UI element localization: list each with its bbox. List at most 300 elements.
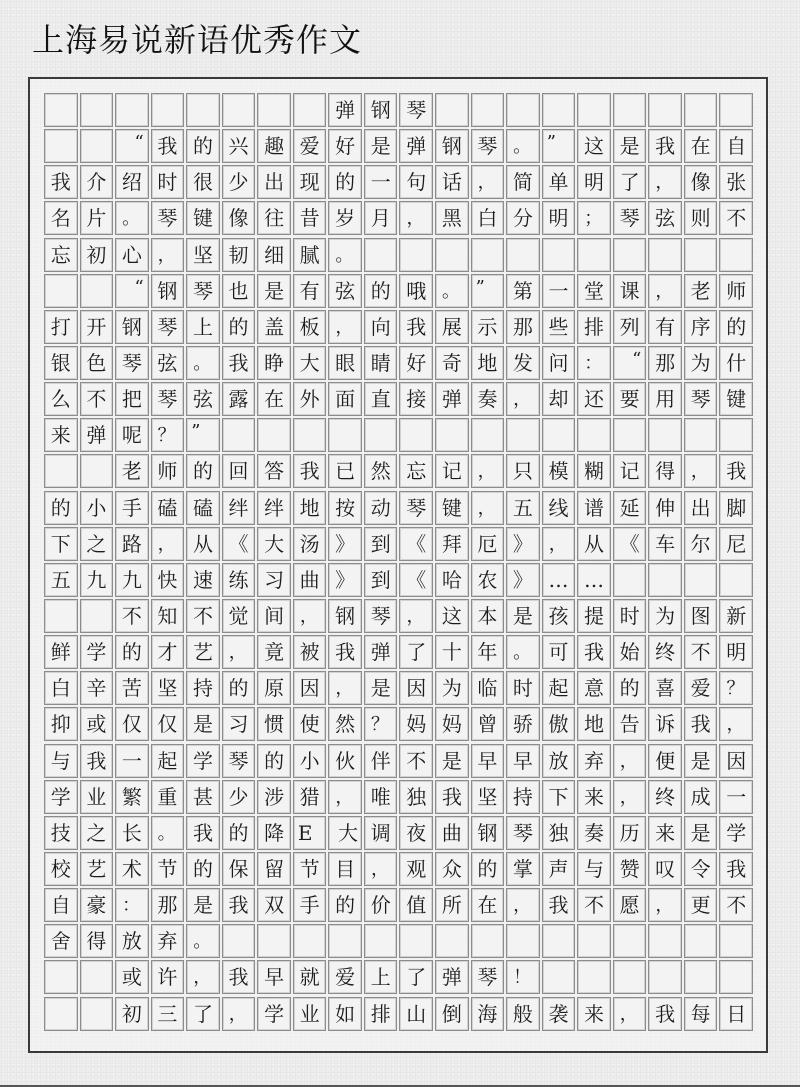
grid-cell: 初 (80, 238, 114, 272)
grid-cell: 九 (80, 563, 114, 597)
grid-cell: 原 (257, 671, 291, 705)
grid-cell: 留 (257, 852, 291, 886)
grid-cell: 与 (577, 852, 611, 886)
grid-cell: 小 (80, 491, 114, 525)
grid-cell: ， (186, 960, 220, 994)
essay-grid (44, 93, 753, 1033)
essay-row (44, 780, 753, 814)
grid-cell: 序 (684, 310, 718, 344)
grid-cell: 上 (364, 960, 398, 994)
grid-cell: 向 (364, 310, 398, 344)
grid-cell: 是 (364, 671, 398, 705)
grid-cell: 值 (399, 888, 433, 922)
grid-cell: 赞 (613, 852, 647, 886)
grid-cell: 车 (648, 527, 682, 561)
grid-cell: 路 (115, 527, 149, 561)
grid-cell: 我 (186, 816, 220, 850)
grid-cell: 话 (435, 165, 469, 199)
grid-cell: 我 (44, 165, 78, 199)
grid-cell-empty (293, 924, 327, 958)
grid-cell-empty (80, 997, 114, 1031)
grid-cell: 那 (506, 310, 540, 344)
grid-cell: 五 (44, 563, 78, 597)
grid-cell: 兴 (222, 129, 256, 163)
grid-cell: 是 (186, 888, 220, 922)
grid-cell: 成 (684, 780, 718, 814)
grid-cell: 初 (115, 997, 149, 1031)
grid-cell: 《 (222, 527, 256, 561)
grid-cell: 弹 (80, 418, 114, 452)
grid-cell: 地 (577, 707, 611, 741)
grid-cell: 是 (684, 744, 718, 778)
grid-cell: ， (328, 671, 362, 705)
grid-cell: 因 (719, 744, 753, 778)
grid-cell-empty (80, 129, 114, 163)
grid-cell: 众 (435, 852, 469, 886)
grid-cell: 农 (471, 563, 505, 597)
grid-cell: 好 (399, 346, 433, 380)
grid-cell: 惯 (257, 707, 291, 741)
grid-cell: 少 (222, 165, 256, 199)
grid-cell: 日 (719, 997, 753, 1031)
grid-cell: 。 (186, 346, 220, 380)
grid-cell: 像 (684, 165, 718, 199)
grid-cell: 告 (613, 707, 647, 741)
grid-cell: 我 (222, 888, 256, 922)
grid-cell-empty (648, 93, 682, 127)
grid-cell-empty (719, 563, 753, 597)
grid-cell: ， (613, 780, 647, 814)
grid-cell-empty (80, 93, 114, 127)
grid-cell-empty (506, 924, 540, 958)
grid-cell: 从 (577, 527, 611, 561)
grid-cell: 的 (222, 310, 256, 344)
grid-cell-empty (257, 93, 291, 127)
grid-cell: 曾 (471, 707, 505, 741)
grid-cell: 我 (648, 997, 682, 1031)
grid-cell-empty (542, 93, 576, 127)
grid-cell-empty (222, 93, 256, 127)
grid-cell: 已 (328, 454, 362, 488)
grid-cell: 五 (506, 491, 540, 525)
essay-row (44, 960, 753, 994)
grid-cell: ？ (364, 707, 398, 741)
grid-cell: 我 (542, 888, 576, 922)
grid-cell: 为 (435, 671, 469, 705)
grid-cell-empty (364, 418, 398, 452)
grid-cell: 尔 (684, 527, 718, 561)
grid-cell: 伙 (328, 744, 362, 778)
grid-cell: 年 (471, 635, 505, 669)
grid-cell: 弦 (151, 346, 185, 380)
grid-cell: ， (648, 888, 682, 922)
grid-cell: 老 (115, 454, 149, 488)
grid-cell: 开 (80, 310, 114, 344)
grid-cell: 琴 (364, 599, 398, 633)
grid-cell: 我 (648, 129, 682, 163)
grid-cell: 琴 (151, 201, 185, 235)
grid-cell: 。 (186, 924, 220, 958)
grid-cell: 钢 (115, 310, 149, 344)
essay-title-row (44, 93, 753, 127)
grid-cell: 夜 (399, 816, 433, 850)
grid-cell: 出 (257, 165, 291, 199)
grid-cell: 》 (506, 563, 540, 597)
essay-row (44, 454, 753, 488)
grid-cell: 业 (293, 997, 327, 1031)
grid-cell: 《 (613, 527, 647, 561)
grid-cell: 提 (577, 599, 611, 633)
grid-cell: 呢 (115, 418, 149, 452)
grid-cell: 不 (577, 888, 611, 922)
grid-cell-empty (435, 238, 469, 272)
grid-cell: ， (293, 599, 327, 633)
grid-cell: 放 (542, 744, 576, 778)
grid-cell: 少 (222, 780, 256, 814)
grid-cell: 这 (435, 599, 469, 633)
grid-cell-empty (44, 129, 78, 163)
grid-cell: 时 (151, 165, 185, 199)
grid-cell: 我 (684, 707, 718, 741)
grid-cell-empty (684, 960, 718, 994)
grid-cell: 忘 (44, 238, 78, 272)
grid-cell: 艺 (186, 635, 220, 669)
grid-cell: 然 (364, 454, 398, 488)
grid-cell: 岁 (328, 201, 362, 235)
grid-cell: 终 (648, 780, 682, 814)
grid-cell: 妈 (435, 707, 469, 741)
grid-cell: 有 (648, 310, 682, 344)
grid-cell: 露 (222, 382, 256, 416)
grid-cell: 每 (684, 997, 718, 1031)
grid-cell: 大 (328, 816, 362, 850)
grid-cell: 。 (506, 635, 540, 669)
grid-cell: 竟 (257, 635, 291, 669)
grid-cell: 我 (577, 635, 611, 669)
essay-row (44, 744, 753, 778)
grid-cell: 倒 (435, 997, 469, 1031)
grid-cell: 琴 (471, 960, 505, 994)
grid-cell: 糊 (577, 454, 611, 488)
grid-cell: 弹 (435, 960, 469, 994)
grid-cell: 师 (719, 274, 753, 308)
grid-cell: 张 (719, 165, 753, 199)
grid-cell: 是 (613, 129, 647, 163)
grid-cell: “ (115, 274, 149, 308)
grid-cell: ， (399, 201, 433, 235)
grid-cell: 琴 (222, 744, 256, 778)
grid-cell-empty (648, 238, 682, 272)
grid-cell-empty (577, 960, 611, 994)
grid-cell: 有 (293, 274, 327, 308)
grid-cell: 接 (399, 382, 433, 416)
grid-cell: 弹 (399, 129, 433, 163)
grid-cell: 为 (684, 346, 718, 380)
grid-cell: 校 (44, 852, 78, 886)
grid-cell: 绊 (222, 491, 256, 525)
grid-cell: 觉 (222, 599, 256, 633)
grid-cell: ， (613, 744, 647, 778)
grid-cell: 了 (613, 165, 647, 199)
grid-cell: 是 (435, 744, 469, 778)
grid-cell: 记 (435, 454, 469, 488)
grid-cell-empty (435, 924, 469, 958)
grid-cell: 从 (186, 527, 220, 561)
grid-cell: 片 (80, 201, 114, 235)
grid-cell: … (577, 563, 611, 597)
grid-cell: “ (115, 129, 149, 163)
grid-cell: 外 (293, 382, 327, 416)
grid-cell: 句 (399, 165, 433, 199)
grid-cell: ， (648, 165, 682, 199)
grid-cell: 习 (257, 563, 291, 597)
grid-cell: 学 (257, 997, 291, 1031)
grid-cell: 与 (44, 744, 78, 778)
grid-cell: ， (471, 454, 505, 488)
grid-cell: 下 (44, 527, 78, 561)
essay-row (44, 310, 753, 344)
grid-cell-empty (80, 274, 114, 308)
grid-cell: 快 (151, 563, 185, 597)
grid-cell: 琴 (684, 382, 718, 416)
grid-cell: 诉 (648, 707, 682, 741)
grid-cell: 来 (44, 418, 78, 452)
grid-cell: 键 (719, 382, 753, 416)
essay-row (44, 707, 753, 741)
grid-cell: 来 (648, 816, 682, 850)
grid-cell: ” (542, 129, 576, 163)
grid-cell-empty (719, 960, 753, 994)
grid-cell-empty (542, 418, 576, 452)
grid-cell: 下 (542, 780, 576, 814)
grid-cell-empty (648, 960, 682, 994)
grid-cell: 磕 (151, 491, 185, 525)
grid-cell: 掌 (506, 852, 540, 886)
grid-cell: 我 (293, 454, 327, 488)
grid-cell: 不 (399, 744, 433, 778)
grid-cell: 心 (115, 238, 149, 272)
grid-cell: 起 (151, 744, 185, 778)
grid-cell-empty (222, 418, 256, 452)
grid-cell-empty (44, 274, 78, 308)
grid-cell: 我 (399, 310, 433, 344)
grid-cell: 节 (293, 852, 327, 886)
essay-row (44, 201, 753, 235)
grid-cell: 往 (257, 201, 291, 235)
grid-cell: 则 (684, 201, 718, 235)
grid-cell: 学 (186, 744, 220, 778)
grid-cell-empty (364, 238, 398, 272)
grid-cell: 弦 (648, 201, 682, 235)
grid-cell: 之 (80, 816, 114, 850)
grid-cell: 了 (399, 635, 433, 669)
grid-cell: 起 (542, 671, 576, 705)
grid-cell: 的 (328, 165, 362, 199)
grid-cell: ， (364, 852, 398, 886)
grid-cell-empty (80, 960, 114, 994)
grid-cell: 《 (399, 527, 433, 561)
grid-cell: 那 (648, 346, 682, 380)
grid-cell: 便 (648, 744, 682, 778)
grid-cell-empty (542, 238, 576, 272)
grid-cell-empty (613, 563, 647, 597)
grid-cell: 是 (257, 274, 291, 308)
grid-cell: 自 (719, 129, 753, 163)
grid-cell: 时 (506, 671, 540, 705)
grid-cell: 早 (471, 744, 505, 778)
essay-row (44, 671, 753, 705)
grid-cell: 奏 (471, 382, 505, 416)
grid-cell-empty (44, 454, 78, 488)
grid-cell: 明 (577, 165, 611, 199)
grid-cell: 用 (648, 382, 682, 416)
grid-cell-empty (80, 454, 114, 488)
grid-cell: 豪 (80, 888, 114, 922)
grid-cell: 课 (613, 274, 647, 308)
grid-cell: 一 (364, 165, 398, 199)
grid-cell: ， (542, 527, 576, 561)
grid-cell: 爱 (684, 671, 718, 705)
grid-cell: 直 (364, 382, 398, 416)
grid-cell: 伸 (648, 491, 682, 525)
grid-cell-empty (506, 238, 540, 272)
grid-cell-empty (684, 924, 718, 958)
grid-cell: 的 (115, 635, 149, 669)
grid-cell: 。 (151, 816, 185, 850)
grid-cell: 的 (328, 888, 362, 922)
grid-cell: 睛 (364, 346, 398, 380)
grid-cell: 简 (506, 165, 540, 199)
grid-cell: 般 (506, 997, 540, 1031)
page-title: 上海易说新语优秀作文 (32, 21, 363, 59)
grid-cell: 《 (399, 563, 433, 597)
grid-cell: 绊 (257, 491, 291, 525)
grid-cell: 到 (364, 563, 398, 597)
grid-cell: ： (577, 346, 611, 380)
grid-cell-empty (435, 93, 469, 127)
grid-cell: 了 (186, 997, 220, 1031)
grid-cell: 一 (115, 744, 149, 778)
grid-cell: 业 (80, 780, 114, 814)
grid-cell: 答 (257, 454, 291, 488)
grid-cell: 什 (719, 346, 753, 380)
grid-cell: 声 (542, 852, 576, 886)
grid-cell: 键 (186, 201, 220, 235)
grid-cell: 仅 (151, 707, 185, 741)
grid-cell-empty (719, 238, 753, 272)
grid-cell: 哦 (399, 274, 433, 308)
grid-cell: 速 (186, 563, 220, 597)
grid-cell: 。 (435, 274, 469, 308)
grid-cell: 琴 (115, 346, 149, 380)
grid-cell: 因 (399, 671, 433, 705)
grid-cell-empty (613, 924, 647, 958)
grid-cell: 才 (151, 635, 185, 669)
grid-cell-empty (613, 960, 647, 994)
grid-cell-empty (471, 93, 505, 127)
grid-cell: ” (471, 274, 505, 308)
grid-cell: 发 (506, 346, 540, 380)
grid-cell: 学 (80, 635, 114, 669)
grid-cell: 我 (328, 635, 362, 669)
grid-cell-empty (613, 418, 647, 452)
grid-cell: 模 (542, 454, 576, 488)
grid-cell: 或 (80, 707, 114, 741)
grid-cell: 的 (719, 310, 753, 344)
grid-cell-empty (613, 238, 647, 272)
grid-cell: 图 (684, 599, 718, 633)
essay-row (44, 165, 753, 199)
grid-cell: 来 (577, 997, 611, 1031)
grid-cell: 绍 (115, 165, 149, 199)
grid-cell: 腻 (293, 238, 327, 272)
grid-cell: 因 (293, 671, 327, 705)
grid-cell: 可 (542, 635, 576, 669)
essay-row (44, 635, 753, 669)
grid-cell: 甚 (186, 780, 220, 814)
grid-cell-empty (577, 418, 611, 452)
grid-cell: 长 (115, 816, 149, 850)
grid-cell: 独 (399, 780, 433, 814)
grid-cell: 双 (257, 888, 291, 922)
grid-cell: 坚 (471, 780, 505, 814)
grid-cell-empty (257, 418, 291, 452)
grid-cell: ” (186, 418, 220, 452)
grid-cell: 的 (222, 671, 256, 705)
grid-cell: 脚 (719, 491, 753, 525)
essay-row (44, 382, 753, 416)
grid-cell-empty (648, 563, 682, 597)
essay-row (44, 997, 753, 1031)
grid-cell: 我 (435, 780, 469, 814)
grid-cell: 记 (613, 454, 647, 488)
grid-cell: 傲 (542, 707, 576, 741)
grid-cell: 九 (115, 563, 149, 597)
grid-cell: 的 (613, 671, 647, 705)
grid-cell: 不 (186, 599, 220, 633)
grid-cell: ？ (151, 418, 185, 452)
essay-row (44, 852, 753, 886)
grid-cell: 把 (115, 382, 149, 416)
grid-cell: 得 (648, 454, 682, 488)
grid-cell: 早 (506, 744, 540, 778)
grid-cell: 伴 (364, 744, 398, 778)
essay-row (44, 563, 753, 597)
grid-cell: 介 (80, 165, 114, 199)
essay-row (44, 599, 753, 633)
grid-cell: 谱 (577, 491, 611, 525)
grid-cell: 堂 (577, 274, 611, 308)
grid-cell: 》 (506, 527, 540, 561)
grid-cell-empty (577, 93, 611, 127)
grid-cell-empty (577, 238, 611, 272)
grid-cell: 我 (719, 454, 753, 488)
grid-cell: 延 (613, 491, 647, 525)
grid-cell-empty (648, 418, 682, 452)
grid-cell-empty (506, 418, 540, 452)
grid-cell: 我 (222, 346, 256, 380)
grid-cell: 在 (257, 382, 291, 416)
grid-cell: 大 (293, 346, 327, 380)
grid-cell-empty (293, 93, 327, 127)
grid-cell: 袭 (542, 997, 576, 1031)
grid-cell: 一 (542, 274, 576, 308)
grid-cell-empty (151, 93, 185, 127)
essay-row (44, 888, 753, 922)
grid-cell: 明 (542, 201, 576, 235)
essay-row (44, 129, 753, 163)
grid-cell: 这 (577, 129, 611, 163)
